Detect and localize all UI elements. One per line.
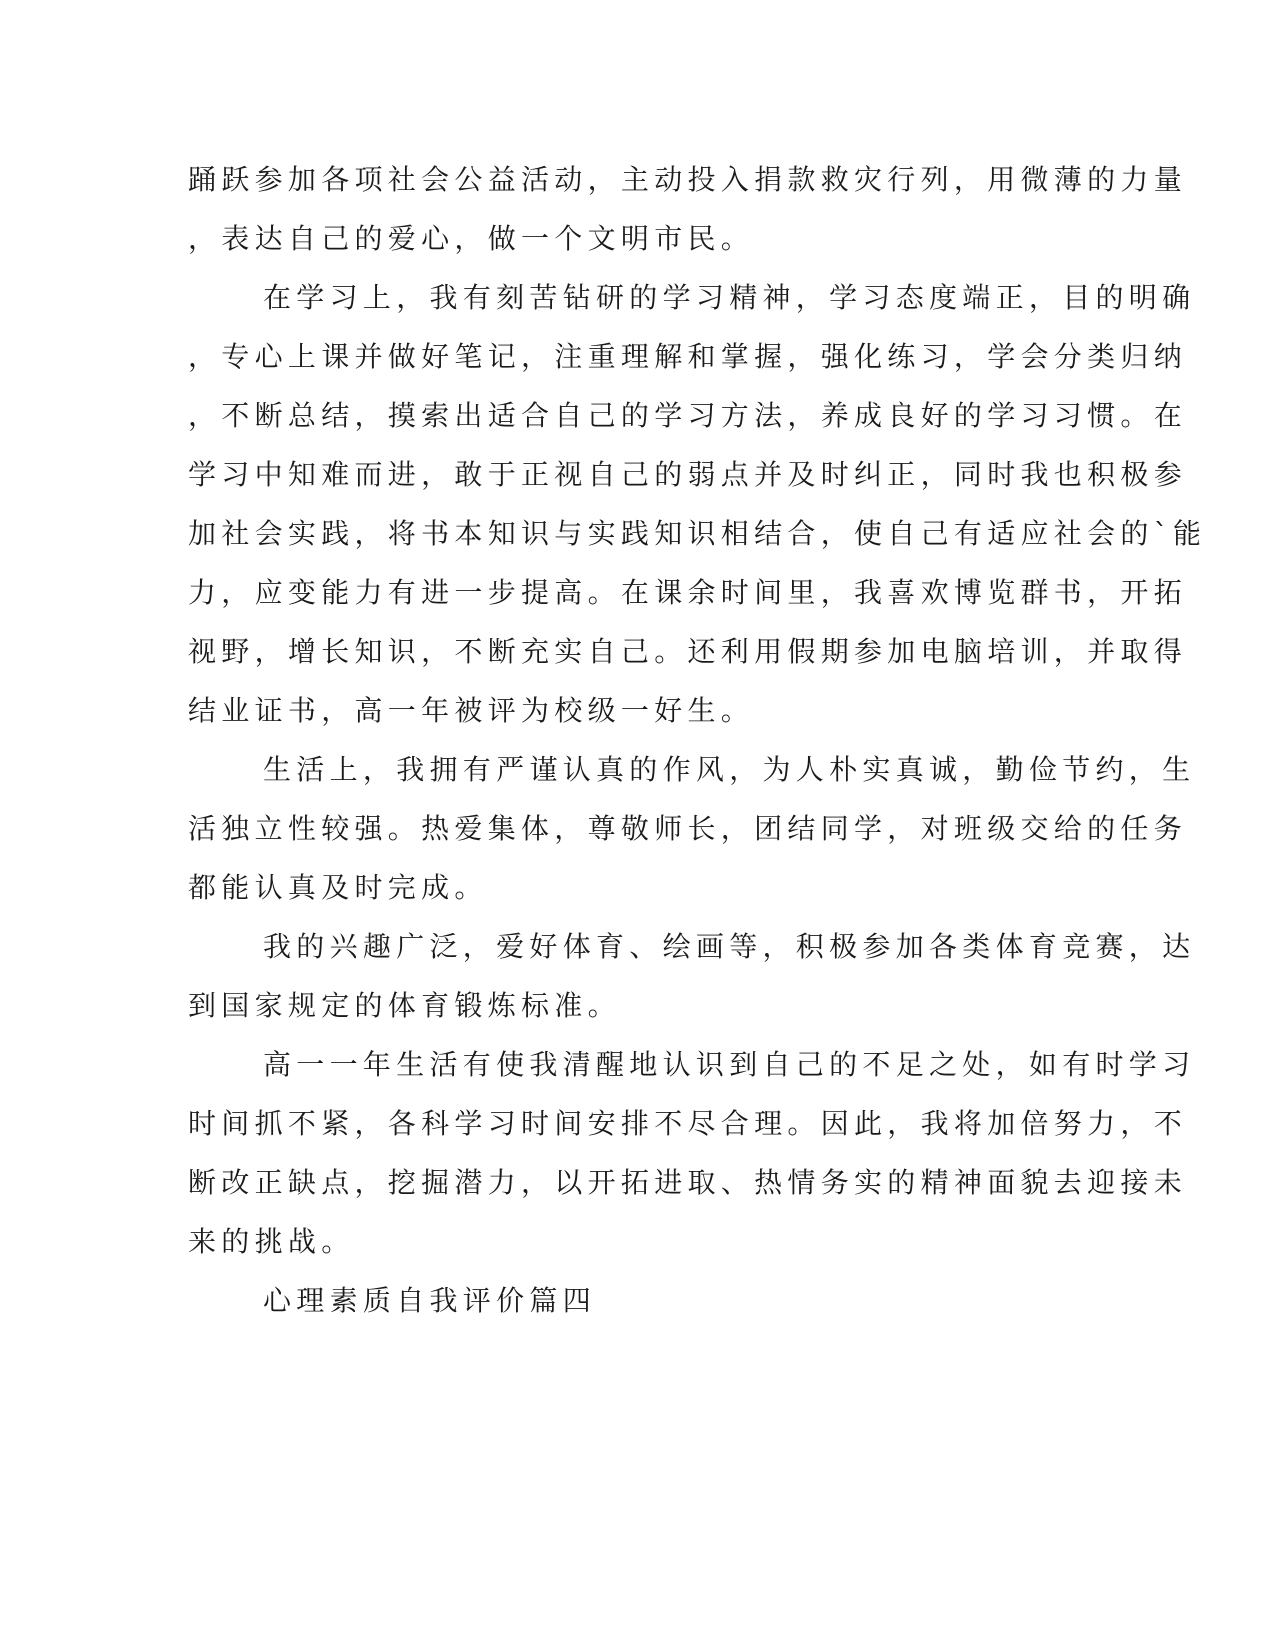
- text-line-14: 我的兴趣广泛，爱好体育、绘画等，积极参加各类体育竞赛，达: [263, 930, 1196, 963]
- text-line-7: 加社会实践，将书本知识与实践知识相结合，使自己有适应社会的`能: [188, 517, 1207, 550]
- text-line-3: 在学习上，我有刻苦钻研的学习精神，学习态度端正，目的明确: [263, 281, 1196, 314]
- text-line-17: 时间抓不紧，各科学习时间安排不尽合理。因此，我将加倍努力，不: [188, 1107, 1188, 1140]
- text-line-1: 踊跃参加各项社会公益活动，主动投入捐款救灾行列，用微薄的力量: [188, 163, 1188, 196]
- section-heading: 心理素质自我评价篇四: [263, 1284, 597, 1317]
- text-line-16: 高一一年生活有使我清醒地认识到自己的不足之处，如有时学习: [263, 1048, 1196, 1081]
- text-line-8: 力，应变能力有进一步提高。在课余时间里，我喜欢博览群书，开拓: [188, 576, 1188, 609]
- text-line-19: 来的挑战。: [188, 1225, 355, 1258]
- text-line-13: 都能认真及时完成。: [188, 871, 488, 904]
- text-line-4: ，专心上课并做好笔记，注重理解和掌握，强化练习，学会分类归纳: [188, 340, 1188, 373]
- text-line-5: ，不断总结，摸索出适合自己的学习方法，养成良好的学习习惯。在: [188, 399, 1188, 432]
- text-line-9: 视野，增长知识，不断充实自己。还利用假期参加电脑培训，并取得: [188, 635, 1188, 668]
- text-line-18: 断改正缺点，挖掘潜力，以开拓进取、热情务实的精神面貌去迎接未: [188, 1166, 1188, 1199]
- text-line-6: 学习中知难而进，敢于正视自己的弱点并及时纠正，同时我也积极参: [188, 458, 1188, 491]
- text-line-12: 活独立性较强。热爱集体，尊敬师长，团结同学，对班级交给的任务: [188, 812, 1188, 845]
- text-line-11: 生活上，我拥有严谨认真的作风，为人朴实真诚，勤俭节约，生: [263, 753, 1196, 786]
- text-line-15: 到国家规定的体育锻炼标准。: [188, 989, 621, 1022]
- text-line-2: ，表达自己的爱心，做一个文明市民。: [188, 222, 755, 255]
- text-line-10: 结业证书，高一年被评为校级一好生。: [188, 694, 755, 727]
